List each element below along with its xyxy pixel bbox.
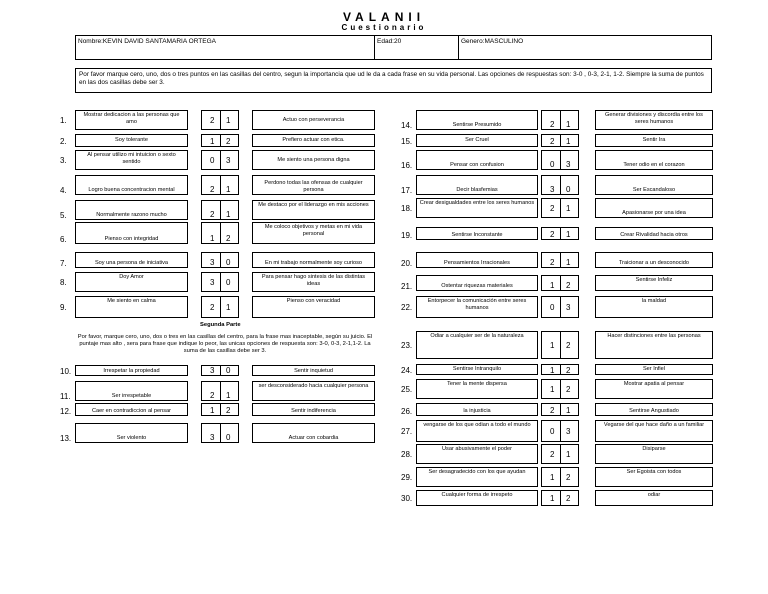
score-field-b[interactable]: 0 <box>226 433 231 442</box>
score-field-a[interactable]: 1 <box>550 494 555 503</box>
statement-left: Al pensar utilizo mi intuicion o sexto sentido <box>75 150 188 170</box>
item-number: 5. <box>60 211 67 220</box>
score-divider <box>560 176 561 194</box>
statement-right: Me coloco objetivos y metas en mi vida personal <box>252 222 375 244</box>
statement-left: Tener la mente dispersa <box>416 379 538 399</box>
item-number: 13. <box>60 434 72 443</box>
statement-left: la injusticia <box>416 403 538 416</box>
score-divider <box>560 297 561 317</box>
divider <box>458 36 459 59</box>
score-field-a[interactable]: 3 <box>210 366 215 375</box>
item-number: 24. <box>401 365 413 375</box>
student-info-box <box>75 35 712 60</box>
score-box <box>541 420 579 442</box>
score-field-a[interactable]: 2 <box>210 303 215 312</box>
statement-right: odiar <box>595 490 713 506</box>
item-number: 8. <box>60 278 67 287</box>
score-field-a[interactable]: 2 <box>550 450 555 459</box>
statement-right: Sentirse Angustiado <box>595 403 713 416</box>
statement-right: ser desconsiderado hacia cualquier persona <box>252 381 375 401</box>
instructions: Por favor marque cero, uno, dos o tres puntos en las casillas del centro, segun la importancia que ud le da a cada frase en su vida personal. Las opciones de respuestas son: 3-0 , 0-3, 2-1, 1-2. Siempre la suma de puntos en las dos casillas debe ser 3. <box>75 68 712 93</box>
statement-right: Sentirse Infeliz <box>595 275 713 291</box>
score-field-b[interactable]: 1 <box>566 258 571 267</box>
score-divider <box>560 199 561 217</box>
item-number: 12. <box>60 407 72 416</box>
score-field-b[interactable]: 0 <box>226 278 231 287</box>
score-divider <box>220 151 221 169</box>
statement-left: vengarse de los que odian a todo el mundo <box>416 420 538 442</box>
score-field-a[interactable]: 2 <box>550 136 555 146</box>
score-divider <box>560 365 561 374</box>
score-divider <box>220 404 221 415</box>
statement-right: Ser Infiel <box>595 364 713 375</box>
item-number: 30. <box>401 494 413 503</box>
score-box <box>201 381 239 401</box>
statement-left: Usar abusivamente el poder <box>416 444 538 464</box>
divider <box>374 36 375 59</box>
item-number: 9. <box>60 303 67 312</box>
statement-left: Ser Cruel <box>416 134 538 147</box>
score-divider <box>220 201 221 219</box>
score-field-a[interactable]: 2 <box>210 391 215 400</box>
score-field-b[interactable]: 2 <box>566 494 571 503</box>
score-field-b[interactable]: 1 <box>226 303 231 312</box>
item-number: 3. <box>60 156 67 165</box>
statement-right: Disiparse <box>595 444 713 464</box>
score-field-b[interactable]: 2 <box>566 473 571 482</box>
statement-left: Decir blasfemias <box>416 175 538 195</box>
score-box <box>541 403 579 416</box>
score-divider <box>220 366 221 375</box>
statement-right: Me siento una persona digna <box>252 150 375 170</box>
score-box <box>201 110 239 130</box>
score-field-b[interactable]: 3 <box>226 156 231 165</box>
item-number: 29. <box>401 473 413 482</box>
score-field-b[interactable]: 1 <box>226 210 231 219</box>
score-divider <box>560 253 561 267</box>
score-box <box>201 134 239 147</box>
score-field-a[interactable]: 1 <box>550 473 555 482</box>
statement-left: Sentirse Intranquilo <box>416 364 538 375</box>
item-number: 11. <box>60 392 71 401</box>
score-divider <box>560 332 561 358</box>
score-box <box>541 252 579 268</box>
item-number: 28. <box>401 450 413 459</box>
score-box <box>201 200 239 220</box>
statement-right: Actuar con cobardia <box>252 423 375 443</box>
gender-field: Genero:MASCULINO <box>461 38 524 45</box>
score-field-b[interactable]: 1 <box>566 204 571 213</box>
item-number: 14. <box>401 121 413 130</box>
form-title: VALANII <box>342 10 426 24</box>
statement-right: Sentir Ira <box>595 134 713 147</box>
score-field-b[interactable]: 1 <box>566 450 571 459</box>
statement-left: Sentirse Presumido <box>416 110 538 130</box>
score-box <box>541 444 579 464</box>
score-box <box>201 403 239 416</box>
statement-right: En mi trabajo normalmente soy curioso <box>252 252 375 268</box>
statement-right: Actuo con perseverancia <box>252 110 375 130</box>
score-divider <box>560 276 561 290</box>
item-number: 22. <box>401 303 413 312</box>
score-divider <box>560 135 561 146</box>
score-box <box>541 227 579 240</box>
score-field-a[interactable]: 0 <box>210 156 215 165</box>
score-box <box>201 296 239 318</box>
statement-right: Apasionarse por una idea <box>595 198 713 218</box>
score-box <box>541 275 579 291</box>
score-field-a[interactable]: 1 <box>210 234 215 243</box>
item-number: 15. <box>401 136 413 146</box>
item-number: 4. <box>60 186 67 195</box>
score-divider <box>560 468 561 486</box>
score-field-a[interactable]: 1 <box>210 406 215 415</box>
statement-left: Irrespetar la propiedad <box>75 365 188 376</box>
statement-left: Pensamientos Irracionales <box>416 252 538 268</box>
score-field-a[interactable]: 1 <box>550 365 555 375</box>
score-divider <box>220 253 221 267</box>
score-field-a[interactable]: 2 <box>210 116 215 125</box>
score-field-a[interactable]: 3 <box>550 185 555 194</box>
score-box <box>201 365 239 376</box>
statement-left: Cualquier forma de irrespeto <box>416 490 538 506</box>
score-divider <box>560 421 561 441</box>
statement-left: Caer en contradiccion al pensar <box>75 403 188 416</box>
score-field-a[interactable]: 3 <box>210 433 215 442</box>
score-box <box>541 331 579 359</box>
score-divider <box>220 135 221 146</box>
score-field-a[interactable]: 2 <box>550 406 555 415</box>
statement-right: Generar divisiones y discordia entre los seres humanos <box>595 110 713 130</box>
score-box <box>541 467 579 487</box>
score-field-a[interactable]: 0 <box>550 427 555 436</box>
score-box <box>541 175 579 195</box>
score-field-b[interactable]: 2 <box>226 136 231 146</box>
item-number: 23. <box>401 341 413 350</box>
item-number: 26. <box>401 407 413 416</box>
score-box <box>541 296 579 318</box>
statement-left: Me siento en calma <box>75 296 188 318</box>
score-field-a[interactable]: 2 <box>550 204 555 213</box>
statement-left: Ostentar riquezas materiales <box>416 275 538 291</box>
statement-right: Me destaco por el liderazgo en mis acciones <box>252 200 375 220</box>
score-field-b[interactable]: 1 <box>226 185 231 194</box>
score-field-b[interactable]: 1 <box>226 391 231 400</box>
item-number: 20. <box>401 259 413 268</box>
name-field: Nombre:KEVIN DAVID SANTAMARIA ORTEGA <box>78 38 216 45</box>
statement-left: Mostrar dedicacion a las personas que amo <box>75 110 188 130</box>
second-part-instructions: Por favor, marque cero, uno, dos o tres en las casillas del centro, para la frase mas inaceptable, según su juicio. El puntaje mas alto , sera para frase que indique lo peor, las unicas opciones de respuesta son: 3-0, 0-3, 2-1,1-2. La suma de las casillas debe ser 3. <box>77 334 373 354</box>
score-divider <box>220 382 221 400</box>
score-field-b[interactable]: 1 <box>566 230 571 239</box>
second-part-title: Segunda Parte <box>200 322 241 328</box>
score-field-b[interactable]: 3 <box>566 303 571 312</box>
score-field-a[interactable]: 0 <box>550 160 555 169</box>
score-divider <box>560 151 561 169</box>
score-field-a[interactable]: 2 <box>210 185 215 194</box>
item-number: 27. <box>401 427 413 436</box>
score-box <box>541 134 579 147</box>
score-box <box>201 175 239 195</box>
score-divider <box>560 445 561 463</box>
score-box <box>541 364 579 375</box>
score-field-a[interactable]: 1 <box>550 341 555 350</box>
score-box <box>541 150 579 170</box>
item-number: 21. <box>401 282 413 291</box>
score-field-a[interactable]: 0 <box>550 303 555 312</box>
statement-left: Entorpecer la comunicación entre seres humanos <box>416 296 538 318</box>
score-divider <box>560 228 561 239</box>
score-field-b[interactable]: 0 <box>226 366 231 375</box>
statement-right: Prefiero actuar con etica. <box>252 134 375 147</box>
statement-left: Logro buena concentracion mental <box>75 175 188 195</box>
item-number: 2. <box>60 136 67 146</box>
score-divider <box>220 424 221 442</box>
form-subtitle: Cuestionario <box>341 23 427 32</box>
item-number: 1. <box>60 116 67 125</box>
item-number: 18. <box>401 204 413 213</box>
score-box <box>201 423 239 443</box>
score-field-b[interactable]: 0 <box>566 185 571 194</box>
score-field-a[interactable]: 2 <box>210 210 215 219</box>
statement-left: Crear desigualdades entre los seres humanos <box>416 198 538 218</box>
item-number: 19. <box>401 231 413 240</box>
score-field-a[interactable]: 2 <box>550 120 555 129</box>
statement-right: Tener odio en el corazon <box>595 150 713 170</box>
score-divider <box>560 380 561 398</box>
age-field: Edad:20 <box>377 38 402 45</box>
score-divider <box>220 176 221 194</box>
item-number: 7. <box>60 259 67 268</box>
statement-left: Odiar a cualquier ser de la naturaleza <box>416 331 538 359</box>
item-number: 16. <box>401 161 413 170</box>
score-field-a[interactable]: 1 <box>550 385 555 394</box>
score-divider <box>220 297 221 317</box>
score-box <box>201 150 239 170</box>
score-field-b[interactable]: 2 <box>566 341 571 350</box>
score-field-a[interactable]: 1 <box>550 281 555 290</box>
score-field-b[interactable]: 2 <box>566 385 571 394</box>
score-field-b[interactable]: 2 <box>226 234 231 243</box>
statement-right: Pienso con veracidad <box>252 296 375 318</box>
item-number: 10. <box>60 367 72 376</box>
score-field-a[interactable]: 3 <box>210 258 215 267</box>
score-box <box>541 379 579 399</box>
score-field-b[interactable]: 1 <box>566 406 571 415</box>
statement-left: Ser irrespetable <box>75 381 188 401</box>
statement-left: Pensar con confusion <box>416 150 538 170</box>
score-field-b[interactable]: 2 <box>566 281 571 290</box>
score-divider <box>220 111 221 129</box>
score-box <box>541 198 579 218</box>
score-divider <box>220 223 221 243</box>
score-field-b[interactable]: 3 <box>566 160 571 169</box>
score-field-b[interactable]: 1 <box>566 136 571 146</box>
statement-left: Soy una persona de iniciativa <box>75 252 188 268</box>
score-divider <box>560 491 561 505</box>
score-box <box>201 252 239 268</box>
statement-left: Soy tolerante <box>75 134 188 147</box>
score-field-b[interactable]: 1 <box>226 116 231 125</box>
score-box <box>541 110 579 130</box>
score-divider <box>560 111 561 129</box>
item-number: 6. <box>60 235 67 244</box>
score-field-a[interactable]: 2 <box>550 258 555 267</box>
score-box <box>541 490 579 506</box>
statement-right: Traicionar a un desconocido <box>595 252 713 268</box>
statement-right: Para pensar hago sintesis de las distintas ideas <box>252 272 375 292</box>
statement-right: la maldad <box>595 296 713 318</box>
score-field-b[interactable]: 2 <box>226 406 231 415</box>
score-field-b[interactable]: 3 <box>566 427 571 436</box>
statement-right: Sentir inquietud <box>252 365 375 376</box>
score-box <box>201 272 239 292</box>
score-field-a[interactable]: 1 <box>210 136 215 146</box>
score-divider <box>560 404 561 415</box>
score-box <box>201 222 239 244</box>
score-field-b[interactable]: 2 <box>566 365 571 375</box>
statement-right: Sentir indiferencia <box>252 403 375 416</box>
statement-right: Hacer distinciones entre las personas <box>595 331 713 359</box>
statement-right: Ser Egoista con todos <box>595 467 713 487</box>
statement-left: Ser desagradecido con los que ayudan <box>416 467 538 487</box>
item-number: 25. <box>401 385 413 394</box>
statement-left: Pienso con integridad <box>75 222 188 244</box>
score-field-b[interactable]: 0 <box>226 258 231 267</box>
statement-right: Crear Rivalidad hacia otros <box>595 227 713 240</box>
statement-right: Perdono todas las ofensas de cualquier persona <box>252 175 375 195</box>
item-number: 17. <box>401 186 413 195</box>
statement-left: Sentirse Inconstante <box>416 227 538 240</box>
statement-right: Vegarse del que hace daño a un familiar <box>595 420 713 442</box>
score-field-a[interactable]: 3 <box>210 278 215 287</box>
statement-left: Ser violento <box>75 423 188 443</box>
statement-left: Doy Amor <box>75 272 188 292</box>
statement-right: Mostrar apatia al pensar <box>595 379 713 399</box>
statement-left: Normalmente razono mucho <box>75 200 188 220</box>
score-field-b[interactable]: 1 <box>566 120 571 129</box>
score-divider <box>220 273 221 291</box>
statement-right: Ser Escandaloso <box>595 175 713 195</box>
score-field-a[interactable]: 2 <box>550 230 555 239</box>
